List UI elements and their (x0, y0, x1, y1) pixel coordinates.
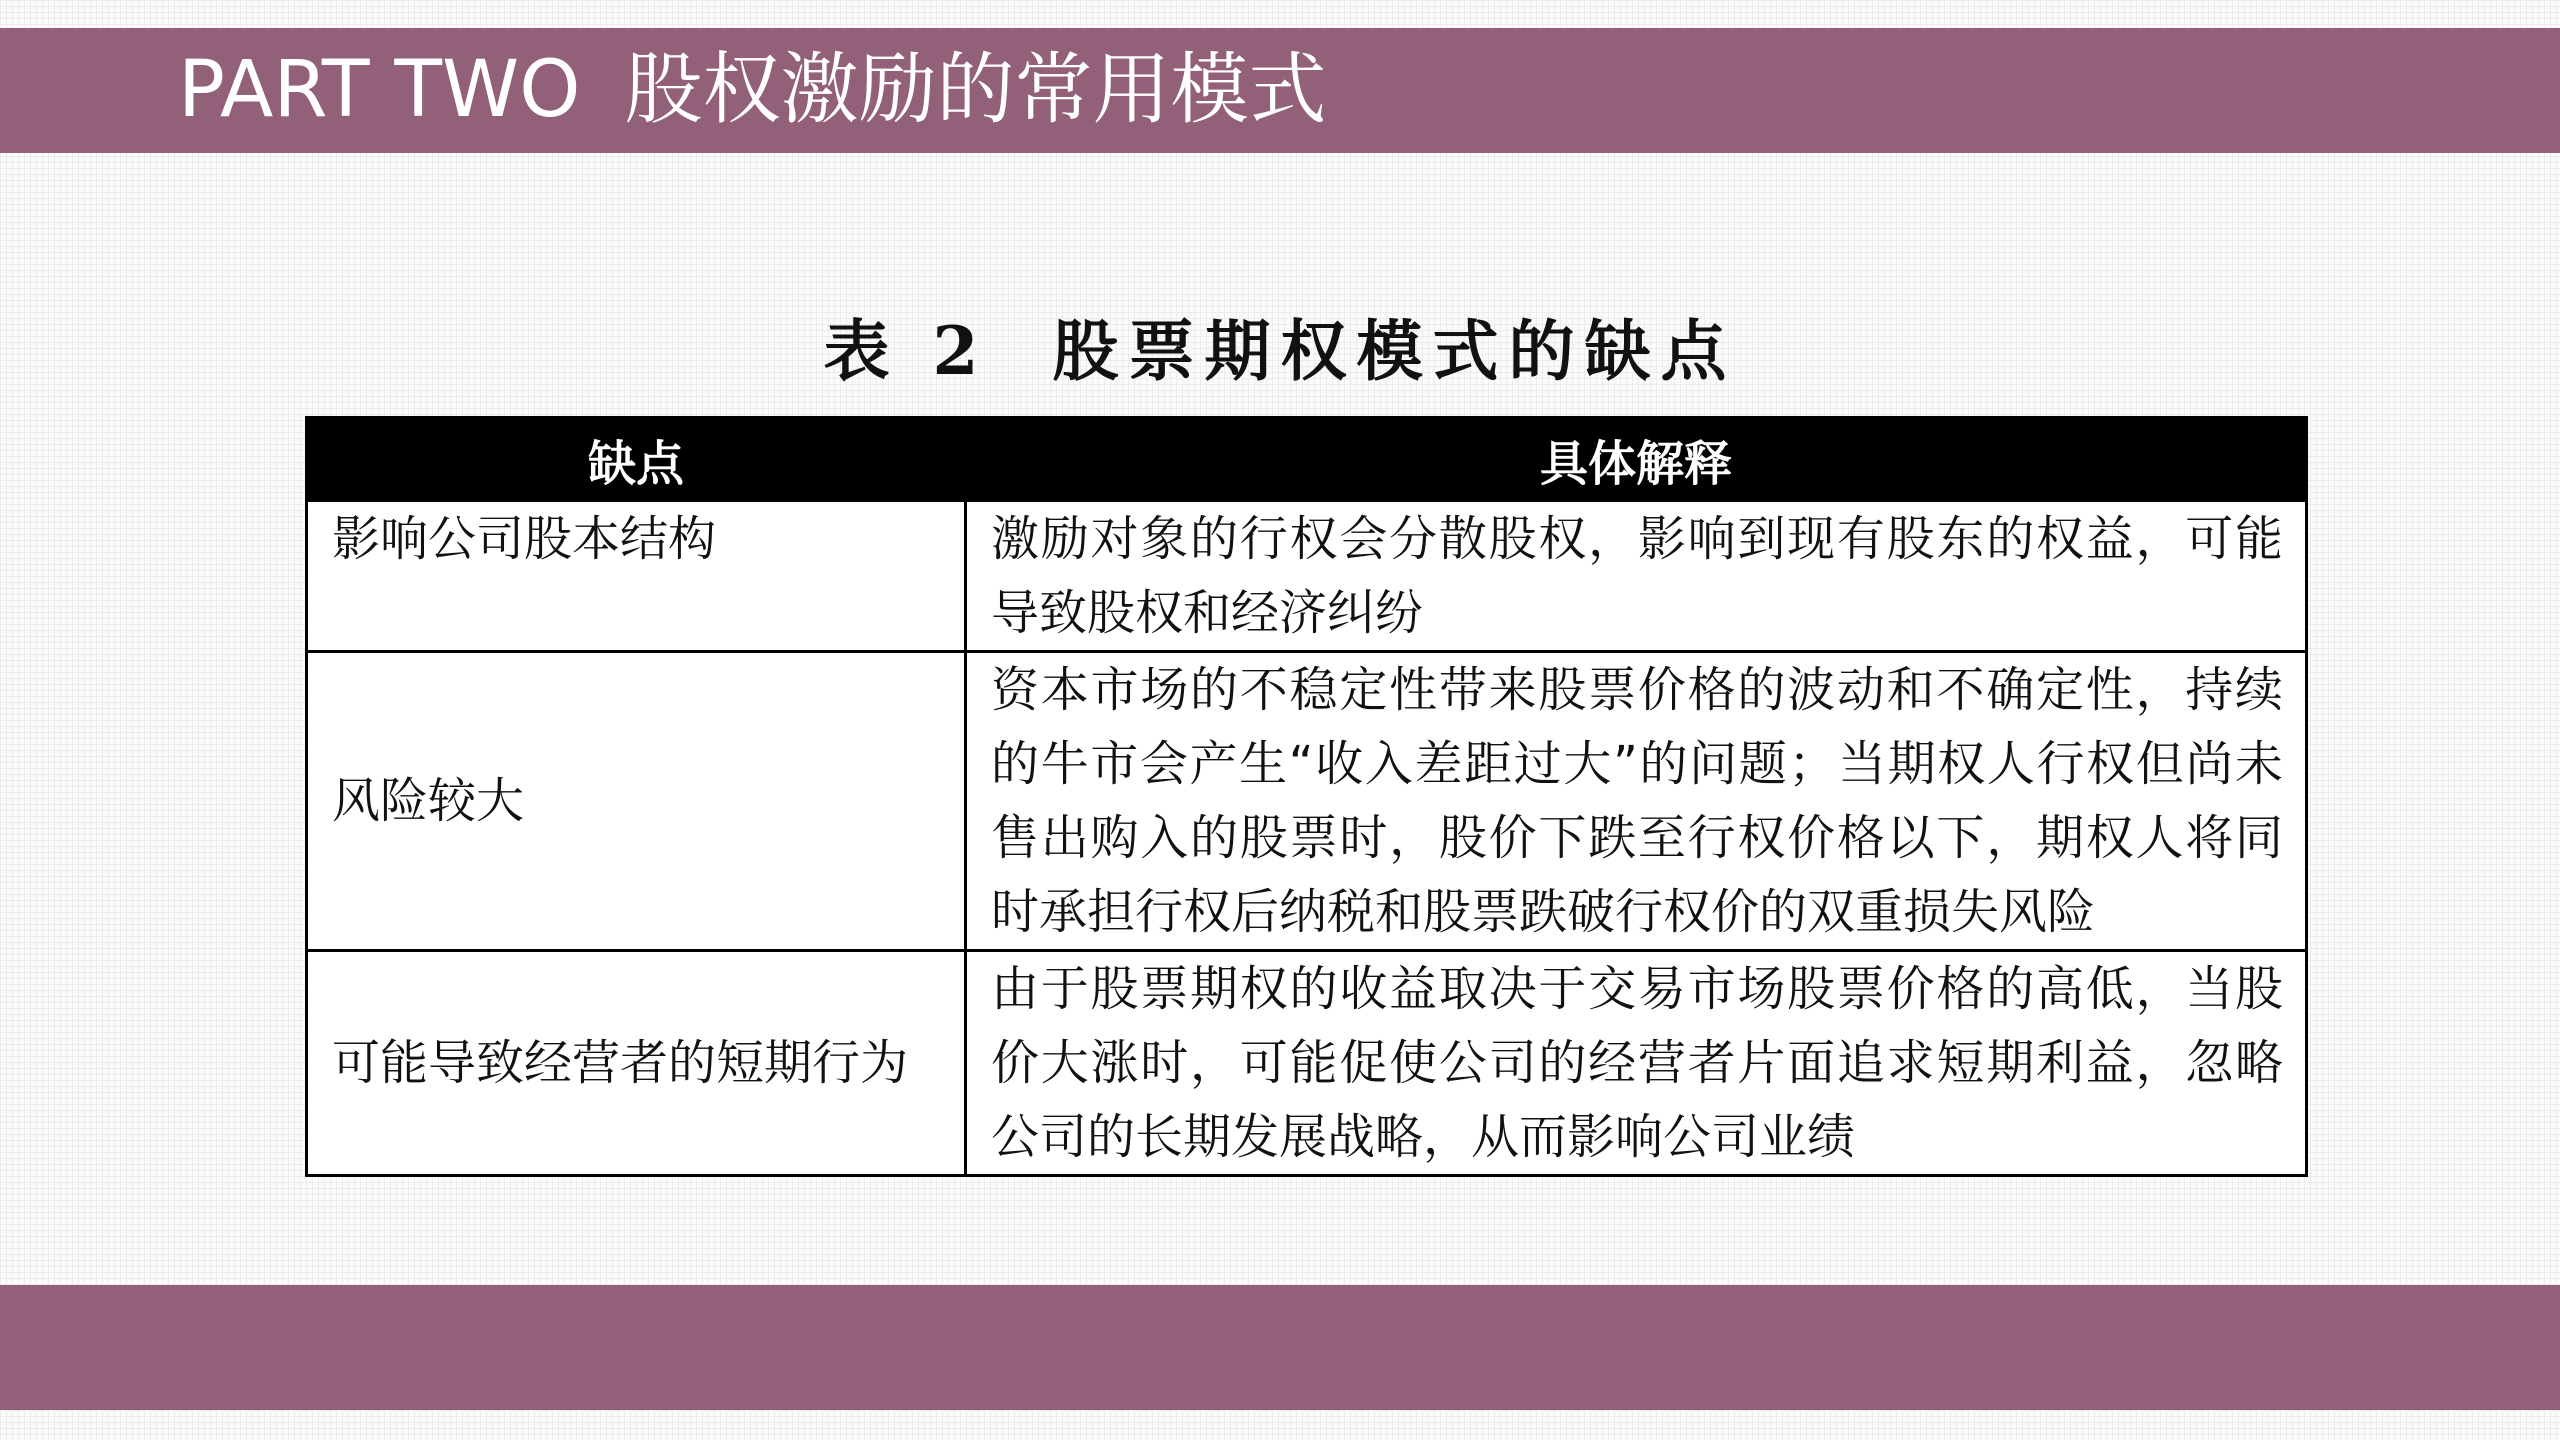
explanation-cell: 由于股票期权的收益取决于交易市场股票价格的高低，当股价大涨时，可能促使公司的经营者片面追求短期利益，忽略公司的长期发展战略，从而影响公司业绩 (966, 951, 2307, 1176)
disadvantage-cell: 影响公司股本结构 (307, 501, 966, 652)
table-caption (0, 298, 2560, 393)
table-row (307, 951, 2307, 1176)
table-caption-number: 表 2 (823, 312, 989, 390)
page-title (178, 28, 1327, 153)
disadvantages-table (305, 416, 2308, 1177)
table-row (307, 501, 2307, 652)
explanation-cell: 激励对象的行权会分散股权，影响到现有股东的权益，可能导致股权和经济纠纷 (966, 501, 2307, 652)
footer-band (0, 1285, 2560, 1410)
column-header-explanation: 具体解释 (966, 418, 2307, 501)
page-title-en: PART TWO (178, 45, 581, 135)
disadvantage-cell: 可能导致经营者的短期行为 (307, 951, 966, 1176)
table-row (307, 652, 2307, 951)
table-caption-title: 股票期权模式的缺点 (1052, 312, 1737, 390)
table-header-row (307, 418, 2307, 501)
page-title-cn: 股权激励的常用模式 (624, 45, 1327, 135)
column-header-disadvantage: 缺点 (307, 418, 966, 501)
explanation-cell: 资本市场的不稳定性带来股票价格的波动和不确定性，持续的牛市会产生“收入差距过大”的问题；当期权人行权但尚未售出购入的股票时，股价下跌至行权价格以下，期权人将同时承担行权后纳税和股票跌破行权价的双重损失风险 (966, 652, 2307, 951)
disadvantage-cell: 风险较大 (307, 652, 966, 951)
header-band (0, 28, 2560, 153)
